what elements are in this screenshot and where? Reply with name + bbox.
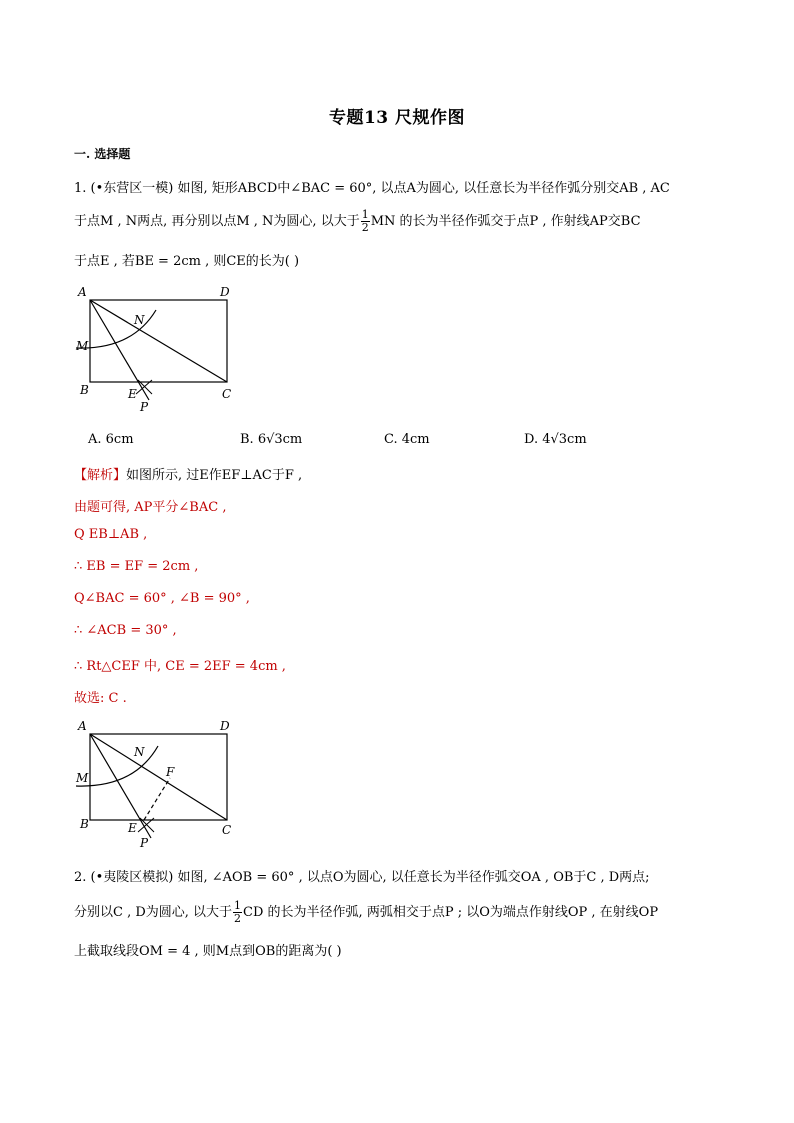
choice-a: A. 6cm	[88, 432, 134, 447]
label-d: D	[220, 285, 230, 299]
page-title: 专题13 尺规作图	[328, 108, 466, 128]
segment-ef-dashed	[144, 778, 170, 820]
solution-line-3: Q EB⊥AB ,	[74, 527, 148, 542]
q1-line-2a: 于点M , N两点, 再分别以点M , N为圆心, 以大于	[74, 214, 360, 229]
solution-line-2: 由题可得, AP平分∠BAC ,	[74, 500, 227, 515]
q1-figure	[74, 282, 244, 412]
q1-line-2	[74, 209, 641, 234]
diagonal-ac	[90, 300, 227, 382]
q2-line-1: 2. (•夷陵区模拟) 如图, ∠AOB = 60° , 以点O为圆心, 以任意长为半径作弧交OA , OB于C , D两点;	[74, 870, 650, 885]
solution-tag: 【解析】	[74, 468, 127, 483]
solution-line-5: Q∠BAC = 60° , ∠B = 90° ,	[74, 591, 250, 606]
label-e: E	[128, 821, 137, 835]
label-d: D	[220, 719, 230, 733]
label-f: F	[166, 765, 175, 779]
label-n: N	[134, 745, 145, 759]
label-c: C	[222, 387, 232, 401]
frac-den: 2	[234, 912, 242, 925]
choice-d: D. 4√3cm	[524, 432, 587, 447]
frac-den: 2	[361, 221, 369, 234]
solution-line-8: 故选: C .	[74, 691, 127, 706]
label-b: B	[80, 817, 89, 831]
solution-line-6: ∴ ∠ACB = 30° ,	[74, 623, 177, 638]
label-a: A	[78, 719, 87, 733]
solution-s1: 如图所示, 过E作EF⊥AC于F ,	[126, 468, 303, 483]
q1-line-2b: MN 的长为半径作弧交于点P , 作射线AP交BC	[370, 214, 641, 229]
label-m: M	[76, 771, 89, 785]
label-b: B	[80, 383, 89, 397]
solution-line-7: ∴ Rt△CEF 中, CE = 2EF = 4cm ,	[74, 659, 286, 674]
q1-line-3: 于点E , 若BE = 2cm , 则CE的长为( )	[74, 254, 300, 269]
choice-c: C. 4cm	[384, 432, 430, 447]
arc-mn	[76, 746, 158, 786]
q2-line-3: 上截取线段OM = 4 , 则M点到OB的距离为( )	[74, 944, 342, 959]
label-c: C	[222, 823, 232, 837]
frac-num: 1	[234, 899, 242, 912]
label-n: N	[134, 313, 145, 327]
q1-line-1: 1. (•东营区一模) 如图, 矩形ABCD中∠BAC = 60°, 以点A为圆心, 以任意长为半径作弧分别交AB , AC	[74, 181, 670, 196]
q2-line-2	[74, 900, 658, 925]
q2-fraction	[233, 900, 242, 925]
label-e: E	[128, 387, 137, 401]
solution-figure	[74, 716, 244, 851]
label-m: M	[76, 339, 89, 353]
q2-line-2a: 分别以C , D为圆心, 以大于	[74, 905, 233, 920]
label-a: A	[78, 285, 87, 299]
solution-line-4: ∴ EB = EF = 2cm ,	[74, 559, 199, 574]
q1-fraction	[361, 209, 370, 234]
frac-num: 1	[361, 208, 369, 221]
solution-line-1	[74, 464, 302, 483]
section-heading: 一. 选择题	[74, 147, 131, 161]
diagonal-ac	[90, 734, 227, 820]
q2-line-2b: CD 的长为半径作弧, 两弧相交于点P ; 以O为端点作射线OP , 在射线OP	[243, 905, 659, 920]
label-p: P	[140, 400, 149, 414]
choice-b: B. 6√3cm	[240, 432, 303, 447]
label-p: P	[140, 836, 149, 850]
